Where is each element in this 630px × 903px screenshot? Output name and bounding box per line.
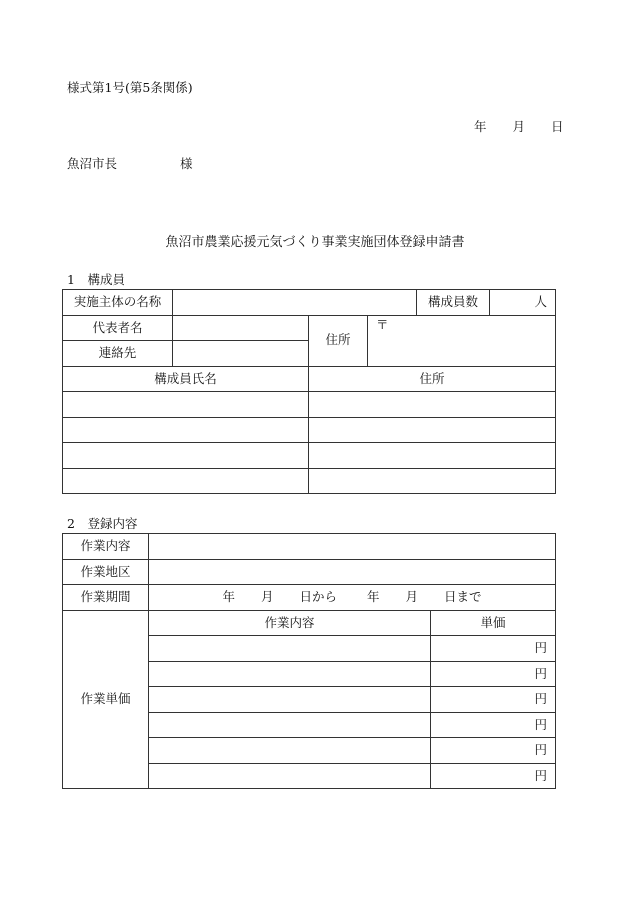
member-name-header: 構成員氏名: [63, 366, 309, 392]
price-field[interactable]: [431, 661, 556, 687]
unit-price-header-row: [63, 610, 556, 636]
contact-label: 連絡先: [63, 341, 173, 367]
member-count-field[interactable]: [490, 290, 556, 316]
representative-label: 代表者名: [63, 315, 173, 341]
date-day: 日: [551, 119, 564, 134]
entity-name-label: 実施主体の名称: [63, 290, 173, 316]
price-field[interactable]: [431, 763, 556, 789]
price-item-field[interactable]: [149, 763, 431, 789]
period-from-day: 日から: [299, 589, 337, 604]
price-field[interactable]: [431, 738, 556, 764]
member-address-header: 住所: [309, 366, 556, 392]
member-address-field[interactable]: [309, 392, 556, 418]
form-number: 様式第1号(第5条関係): [67, 80, 193, 95]
table-row: [63, 417, 556, 443]
price-item-field[interactable]: [149, 712, 431, 738]
work-content-field[interactable]: [149, 534, 556, 560]
price-item-field[interactable]: [149, 738, 431, 764]
table-row: [63, 443, 556, 469]
addressee: [67, 156, 193, 171]
member-address-field[interactable]: [309, 417, 556, 443]
period-from-month: 月: [260, 589, 274, 604]
table-row: [63, 392, 556, 418]
document-title: 魚沼市農業応援元気づくり事業実施団体登録申請書: [165, 235, 465, 250]
addressee-name: 魚沼市長: [67, 156, 118, 171]
postal-mark: 〒: [376, 316, 389, 332]
work-period-field[interactable]: [149, 585, 556, 611]
work-period-row: [63, 585, 556, 611]
addressee-honorific: 様: [180, 156, 193, 171]
period-to-year: 年: [367, 589, 380, 604]
price-item-field[interactable]: [149, 687, 431, 713]
entity-name-field[interactable]: [173, 290, 417, 316]
yen-unit: 円: [534, 767, 547, 783]
date-year: 年: [474, 119, 487, 134]
address-label: 住所: [309, 315, 368, 366]
registration-table: [62, 533, 556, 789]
date-month: 月: [512, 119, 526, 134]
work-area-row: [63, 559, 556, 585]
entity-name-row: [63, 290, 556, 316]
member-name-field[interactable]: [63, 443, 309, 469]
price-field[interactable]: [431, 687, 556, 713]
yen-unit: 円: [534, 640, 547, 655]
section1-heading: 1 構成員: [67, 272, 125, 287]
member-count-unit: 人: [534, 294, 548, 309]
member-name-field[interactable]: [63, 417, 309, 443]
yen-unit: 円: [534, 665, 547, 681]
member-count-label: 構成員数: [417, 290, 490, 316]
member-name-field[interactable]: [63, 468, 309, 494]
representative-field[interactable]: [173, 315, 309, 341]
work-area-field[interactable]: [149, 559, 556, 585]
table-row: [63, 468, 556, 494]
address-field[interactable]: [368, 315, 556, 366]
representative-row: [63, 315, 556, 341]
work-content-row: [63, 534, 556, 560]
members-header-row: [63, 366, 556, 392]
work-content-label: 作業内容: [63, 534, 149, 560]
period-from-year: 年: [222, 589, 235, 604]
price-field[interactable]: [431, 712, 556, 738]
unit-price-label: 作業単価: [63, 610, 149, 789]
member-address-field[interactable]: [309, 468, 556, 494]
contact-field[interactable]: [173, 341, 309, 367]
period-to-day: 日まで: [444, 589, 482, 604]
yen-unit: 円: [534, 742, 547, 757]
price-field[interactable]: [431, 636, 556, 662]
content-header: 作業内容: [149, 610, 431, 636]
price-item-field[interactable]: [149, 636, 431, 662]
yen-unit: 円: [534, 716, 547, 732]
price-item-field[interactable]: [149, 661, 431, 687]
period-to-month: 月: [405, 589, 419, 604]
yen-unit: 円: [534, 691, 547, 706]
price-header: 単価: [431, 610, 556, 636]
work-area-label: 作業地区: [63, 559, 149, 585]
member-address-field[interactable]: [309, 443, 556, 469]
section2-heading: 2 登録内容: [67, 516, 138, 531]
member-name-field[interactable]: [63, 392, 309, 418]
members-table: [62, 289, 556, 494]
application-date: [474, 121, 564, 134]
work-period-label: 作業期間: [63, 585, 149, 611]
